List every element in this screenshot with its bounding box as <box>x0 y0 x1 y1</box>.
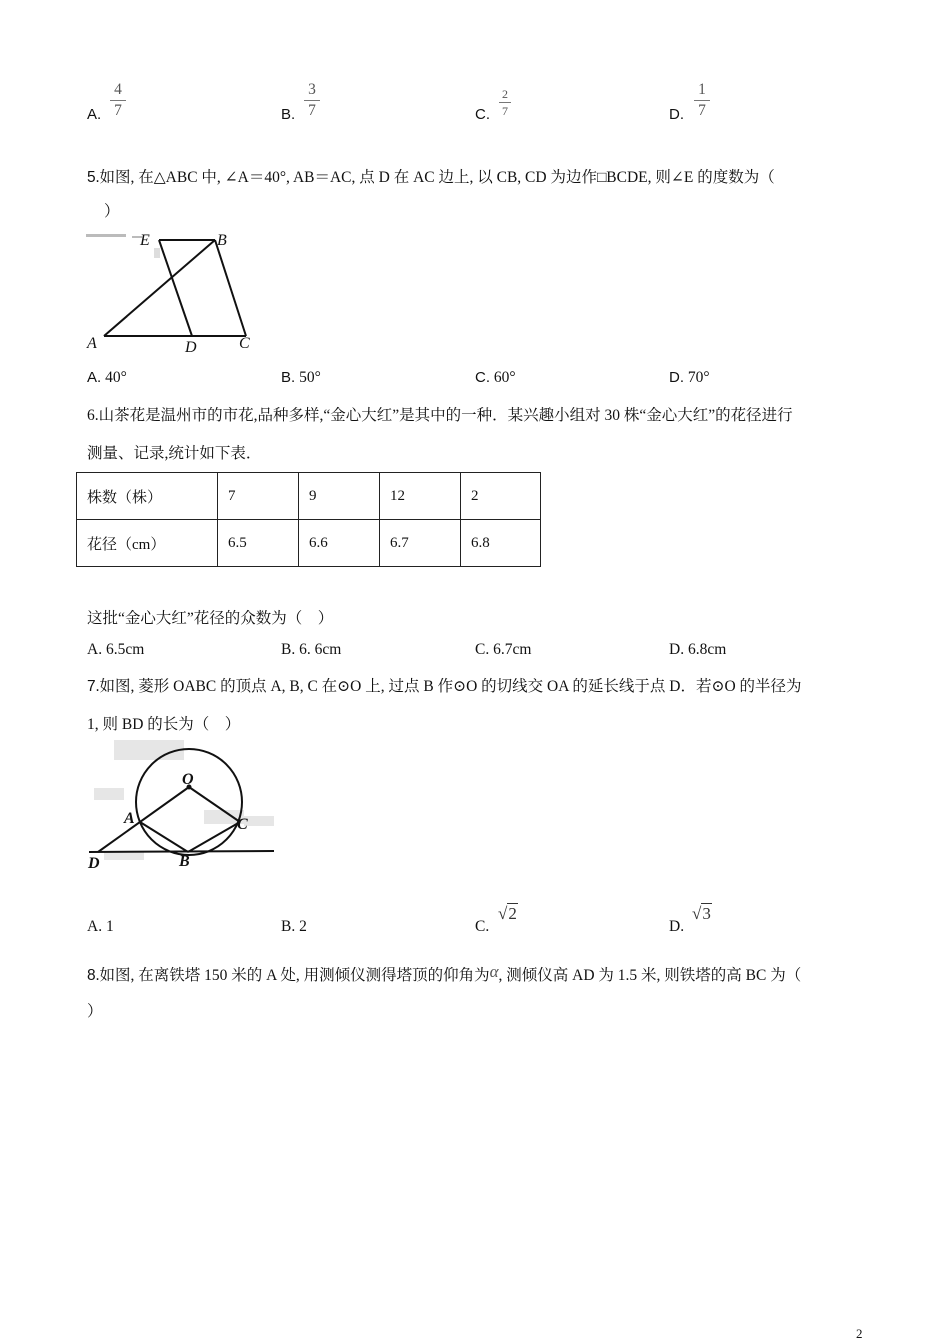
q8-text-part1: .如图, 在离铁塔 150 米的 A 处, 用测倾仪测得塔顶的仰角为 <box>95 967 490 984</box>
q5-option-a-letter: A. <box>87 369 102 386</box>
q7-text: .如图, 菱形 OABC 的顶点 A, B, C 在⊙O 上, 过点 B 作⊙O 的切线交 OA 的延长线于点 D．若⊙O 的半径为 <box>95 678 802 695</box>
q7-option-b <box>281 918 307 936</box>
q7-label-d: D <box>88 855 100 872</box>
q5-label-d: D <box>185 339 197 356</box>
q7-label-a: A <box>124 810 135 827</box>
q4-option-b-letter: B. <box>281 106 296 123</box>
q6-stem-line1: 6.山茶花是温州市的市花,品种多样,“金心大红”是其中的一种．某兴趣小组对 30 株“金心大红”的花径进行 <box>87 407 793 424</box>
q6-option-c: C. 6.7cm <box>475 641 532 658</box>
q7-figure <box>84 740 280 872</box>
q5-stem-line2: ） <box>104 203 120 220</box>
q7-label-c: C <box>237 816 248 833</box>
q8-text-part2: , 测倾仪高 AD 为 1.5 米, 则铁塔的高 BC 为（ <box>498 967 802 984</box>
q8-alpha-symbol: α <box>489 962 499 981</box>
page-number: 2 <box>856 1326 863 1341</box>
q5-option-c <box>475 369 516 387</box>
q5-option-c-letter: C. <box>475 369 490 386</box>
q5-option-d-letter: D. <box>669 369 684 386</box>
q4-option-c-denominator: 7 <box>502 104 508 118</box>
q7-number: 7 <box>87 678 96 695</box>
table-cell: 12 <box>380 473 461 520</box>
table-cell: 6.8 <box>461 520 541 567</box>
table-cell: 株数（株） <box>77 473 218 520</box>
q5-option-b <box>281 369 321 387</box>
q7-segment-cb <box>188 822 240 852</box>
q5-option-b-value: 50° <box>299 369 321 386</box>
q8-stem-line2: ） <box>87 1003 103 1020</box>
q4-option-c-fraction <box>499 88 511 117</box>
q5-number: 5 <box>87 169 96 186</box>
q7-option-b-letter: B. <box>281 918 296 935</box>
q4-option-d-fraction <box>694 82 710 118</box>
table-cell: 6.5 <box>218 520 299 567</box>
q7-option-d-radicand: 3 <box>702 904 711 923</box>
q7-tangent-line <box>89 851 274 852</box>
q4-option-d-letter: D. <box>669 106 684 123</box>
q5-figure <box>84 228 264 358</box>
q7-stem-line2: 1, 则 BD 的长为（ ） <box>87 716 241 733</box>
q5-label-e: E <box>140 232 150 249</box>
q6-stem-line2: 测量、记录,统计如下表． <box>87 445 262 462</box>
q7-option-d-sqrt <box>692 904 712 924</box>
table-cell: 6.7 <box>380 520 461 567</box>
table-cell: 2 <box>461 473 541 520</box>
q7-option-b-value: 2 <box>299 918 307 935</box>
q8-stem-line1 <box>87 963 801 985</box>
q7-option-a-value: 1 <box>105 918 114 935</box>
table-row <box>77 473 541 520</box>
q6-question: 这批“金心大红”花径的众数为（ ） <box>87 610 334 627</box>
q5-option-c-value: 60° <box>493 369 516 386</box>
q6-option-d: D. 6.8cm <box>669 641 727 658</box>
q5-stem-line1 <box>87 165 775 187</box>
q7-option-d-letter: D. <box>669 918 685 935</box>
q4-option-a-denominator: 7 <box>114 101 122 119</box>
q5-option-d-value: 70° <box>687 369 710 386</box>
q5-option-d <box>669 369 710 387</box>
q4-option-a-fraction <box>110 82 126 118</box>
q4-option-d-numerator: 1 <box>698 81 706 98</box>
q4-option-b-denominator: 7 <box>308 101 316 119</box>
q7-option-c-radicand: 2 <box>508 904 517 923</box>
q7-stem-line1 <box>87 674 802 696</box>
q6-option-b: B. 6. 6cm <box>281 641 342 658</box>
table-row <box>77 520 541 567</box>
q7-option-a <box>87 918 114 936</box>
q7-option-c-sqrt <box>498 904 518 924</box>
q5-label-b: B <box>217 232 227 249</box>
q7-circle <box>136 749 242 855</box>
q5-option-a <box>87 369 127 387</box>
q4-option-d-denominator: 7 <box>698 101 706 119</box>
q5-segment-ed <box>159 240 192 336</box>
q4-option-a-letter: A. <box>87 106 102 123</box>
q8-number: 8 <box>87 967 96 984</box>
q5-text: .如图, 在△ABC 中, ∠A＝40°, AB＝AC, 点 D 在 AC 边上, 以 CB, CD 为边作□BCDE, 则∠E 的度数为（ <box>95 169 775 186</box>
sqrt-radical-icon: √ <box>498 904 508 923</box>
table-cell: 6.6 <box>299 520 380 567</box>
q5-option-a-value: 40° <box>105 369 127 386</box>
table-cell: 花径（cm） <box>77 520 218 567</box>
q4-option-b-numerator: 3 <box>308 81 316 98</box>
q4-option-a-numerator: 4 <box>114 81 122 98</box>
q6-option-a: A. 6.5cm <box>87 641 145 658</box>
table-cell: 7 <box>218 473 299 520</box>
q5-label-a: A <box>87 335 97 352</box>
q7-segment-ab <box>140 822 188 852</box>
q7-label-o: O <box>182 771 194 788</box>
q7-figure-scan-noise <box>94 740 274 860</box>
q7-option-c-letter: C. <box>475 918 490 935</box>
sqrt-radical-icon: √ <box>692 904 702 923</box>
q7-label-b: B <box>179 853 190 870</box>
q4-option-c-letter: C. <box>475 106 490 123</box>
q7-option-a-letter: A. <box>87 918 103 935</box>
q5-segment-bc <box>215 240 246 336</box>
q5-option-b-letter: B. <box>281 369 296 386</box>
q5-label-c: C <box>239 335 250 352</box>
q6-data-table <box>76 472 541 567</box>
table-cell: 9 <box>299 473 380 520</box>
q4-option-b-fraction <box>304 82 320 118</box>
q4-option-c-numerator: 2 <box>502 87 508 101</box>
